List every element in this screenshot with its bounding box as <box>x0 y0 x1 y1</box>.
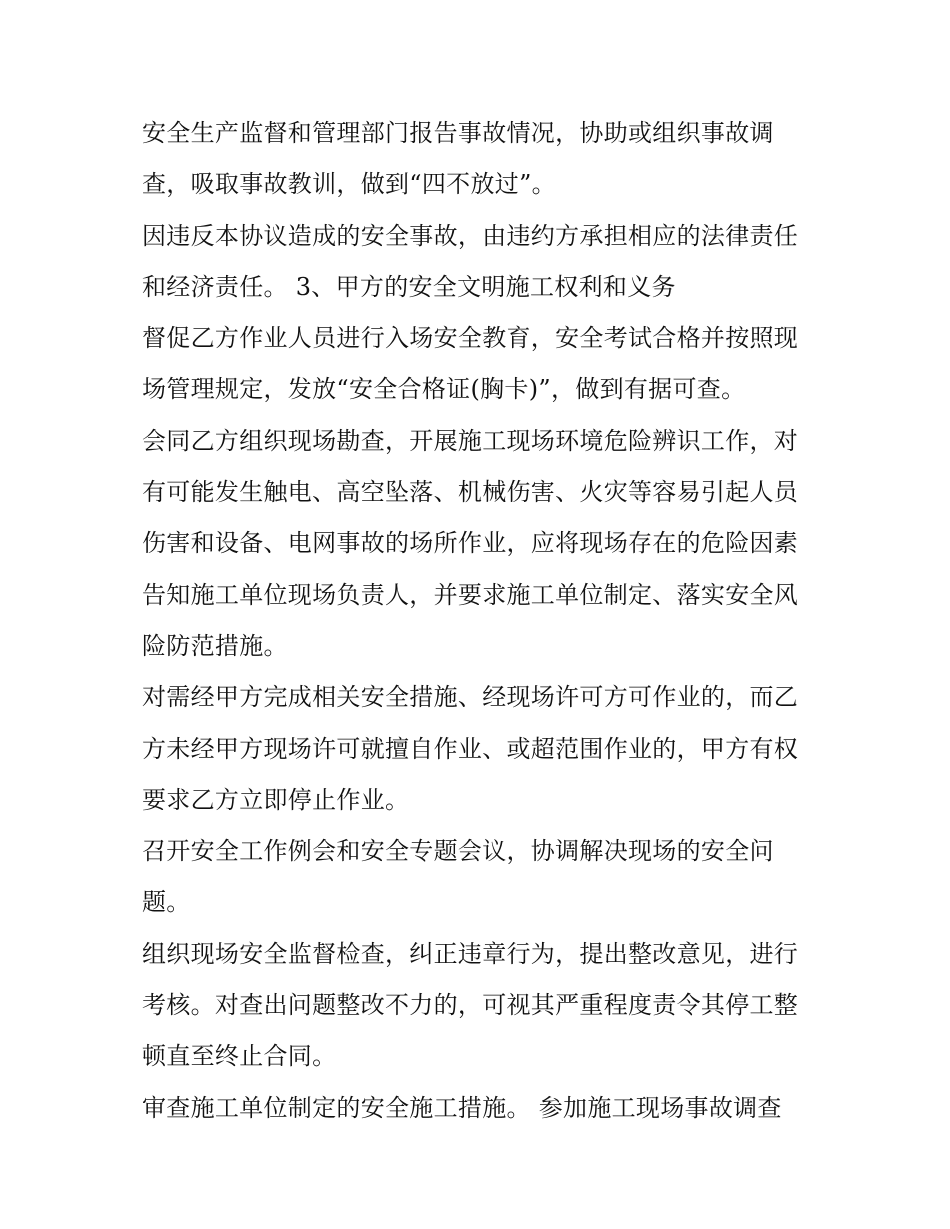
text-line: 告知施工单位现场负责人，并要求施工单位制定、落实安全风 <box>142 580 799 609</box>
text-line: 伤害和设备、电网事故的场所作业，应将现场存在的危险因素 <box>142 529 799 558</box>
text-line: 因违反本协议造成的安全事故，由违约方承担相应的法律责任 <box>142 221 799 250</box>
text-line: 审查施工单位制定的安全施工措施。 参加施工现场事故调查 <box>142 1093 782 1122</box>
text-line: 要求乙方立即停止作业。 <box>142 785 410 814</box>
text-line: 召开安全工作例会和安全专题会议，协调解决现场的安全问 <box>142 837 774 866</box>
text-line: 顿直至终止合同。 <box>142 1042 337 1071</box>
text-line: 考核。对查出问题整改不力的，可视其严重程度责令其停工整 <box>142 991 799 1020</box>
text-line: 和经济责任。 3、甲方的安全文明施工权利和义务 <box>142 272 676 301</box>
text-line: 题。 <box>142 888 191 917</box>
text-line: 对需经甲方完成相关安全措施、经现场许可方可作业的，而乙 <box>142 683 799 712</box>
text-line: 有可能发生触电、高空坠落、机械伤害、火灾等容易引起人员 <box>142 478 799 507</box>
text-line: 安全生产监督和管理部门报告事故情况，协助或组织事故调 <box>142 119 774 147</box>
text-line: 督促乙方作业人员进行入场安全教育，安全考试合格并按照现 <box>142 324 799 353</box>
text-line: 查，吸取事故教训，做到“四不放过”。 <box>142 170 556 199</box>
text-line: 会同乙方组织现场勘查，开展施工现场环境危险辨识工作，对 <box>142 426 799 455</box>
text-line: 方未经甲方现场许可就擅自作业、或超范围作业的，甲方有权 <box>142 734 799 763</box>
text-line: 险防范措施。 <box>142 631 288 660</box>
document-body <box>142 108 817 1134</box>
text-line: 场管理规定，发放“安全合格证(胸卡)”，做到有据可查。 <box>142 375 746 404</box>
text-line: 组织现场安全监督检查，纠正违章行为，提出整改意见，进行 <box>142 939 799 968</box>
